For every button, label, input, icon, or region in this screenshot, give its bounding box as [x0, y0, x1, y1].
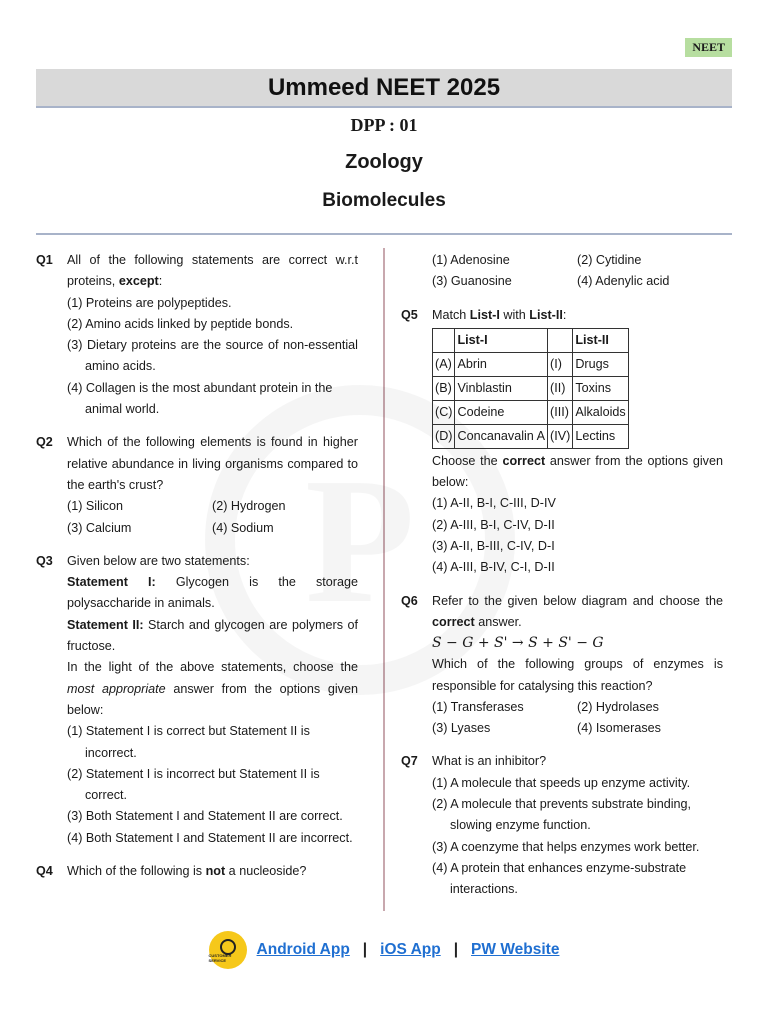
option: (2) A-III, B-I, C-IV, D-II — [432, 517, 555, 532]
option: (3) A-II, B-III, C-IV, D-I — [432, 539, 555, 554]
option: (2) Hydrogen — [212, 499, 286, 514]
question-stem: Which of the following is not a nucleoside? — [67, 864, 307, 879]
question-4 — [36, 861, 358, 882]
option: (4) A-III, B-IV, C-I, D-II — [432, 560, 555, 575]
question-number: Q4 — [36, 864, 53, 879]
option: (1) Transferases — [432, 699, 524, 714]
option: (4) Isomerases — [577, 721, 661, 736]
neet-tag: NEET — [685, 38, 732, 57]
option: (2) Cytidine — [577, 253, 642, 267]
match-table — [432, 328, 629, 449]
option: (2) Amino acids linked by peptide bonds. — [67, 316, 294, 331]
question-number: Q3 — [36, 553, 53, 568]
option: (4) Both Statement I and Statement II are incorrect. — [67, 830, 353, 845]
option: (1) Statement I is correct but Statement II is incorrect. — [67, 724, 310, 760]
reaction-equation: S − G + S' → S + S' − G — [432, 635, 604, 652]
option: (4) Sodium — [212, 520, 274, 535]
left-column — [36, 250, 358, 894]
table-cell: Concanavalin A — [455, 424, 548, 448]
question-stem: All of the following statements are correct w.r.t proteins, except: — [67, 253, 358, 289]
customer-service-icon: CUSTOMER SERVICE — [209, 931, 247, 969]
table-cell: Codeine — [455, 400, 548, 424]
question-text: Which of the following groups of enzymes is responsible for catalysing this reaction? — [432, 657, 723, 693]
question-stem: In the light of the above statements, choose the most appropriate answer from the options given below: — [67, 660, 358, 717]
option: (1) A molecule that speeds up enzyme activity. — [432, 775, 691, 790]
ios-app-link[interactable]: iOS App — [380, 941, 441, 958]
table-row — [433, 400, 629, 424]
option: (2) Hydrolases — [577, 699, 659, 714]
table-cell: (II) — [548, 376, 573, 400]
page-title: Ummeed NEET 2025 — [267, 73, 501, 101]
header-rule — [36, 233, 732, 235]
table-header-row — [433, 328, 629, 352]
separator: | — [362, 941, 368, 958]
table-cell: Alkaloids — [573, 400, 628, 424]
pw-website-link[interactable]: PW Website — [471, 941, 560, 958]
android-app-link[interactable]: Android App — [256, 941, 350, 958]
footer-links — [0, 931, 768, 969]
option: (4) A protein that enhances enzyme-substrate interactions. — [432, 860, 687, 897]
table-cell: Lectins — [573, 424, 628, 448]
question-stem: What is an inhibitor? — [432, 754, 547, 769]
table-cell: (C) — [433, 400, 455, 424]
statement-1: Statement I: Glycogen is the storage polysaccharide in animals. — [67, 575, 358, 611]
right-column — [401, 250, 723, 913]
table-row — [433, 424, 629, 448]
option: (4) Collagen is the most abundant protein in the animal world. — [67, 380, 333, 417]
table-cell: Toxins — [573, 376, 628, 400]
question-number: Q5 — [401, 307, 418, 322]
option: (1) Adenosine — [432, 253, 510, 267]
table-cell: (III) — [548, 400, 573, 424]
question-stem: Match List-I with List-II: — [432, 307, 567, 322]
table-row — [433, 352, 629, 376]
table-cell: (A) — [433, 352, 455, 376]
question-1 — [36, 250, 358, 420]
option: (4) Adenylic acid — [577, 274, 670, 289]
separator: | — [453, 941, 459, 958]
option: (3) Guanosine — [432, 274, 512, 289]
table-cell: Abrin — [455, 352, 548, 376]
option: (3) Calcium — [67, 520, 132, 535]
option: (1) Silicon — [67, 499, 123, 514]
table-header: List-II — [573, 328, 628, 352]
option: (1) Proteins are polypeptides. — [67, 295, 232, 310]
question-instruction: Choose the correct answer from the options given below: — [432, 453, 723, 490]
question-7 — [401, 751, 723, 900]
table-cell: Drugs — [573, 352, 628, 376]
dpp-number: DPP : 01 — [350, 115, 418, 135]
title-banner — [36, 69, 732, 108]
table-cell: Vinblastin — [455, 376, 548, 400]
question-6 — [401, 591, 723, 740]
option: (2) Statement I is incorrect but Statement II is correct. — [67, 766, 320, 803]
option: (2) A molecule that prevents substrate binding, slowing enzyme function. — [432, 797, 692, 833]
statement-2: Statement II: Starch and glycogen are polymers of fructose. — [67, 617, 359, 654]
table-header: List-I — [455, 328, 548, 352]
table-cell: (IV) — [548, 424, 573, 448]
option: (3) Lyases — [432, 721, 491, 736]
option: (1) A-II, B-I, C-III, D-IV — [432, 496, 556, 511]
question-number: Q7 — [401, 754, 418, 769]
question-number: Q2 — [36, 435, 53, 450]
table-cell: (I) — [548, 352, 573, 376]
table-row — [433, 376, 629, 400]
question-intro: Given below are two statements: — [67, 553, 250, 568]
question-2 — [36, 432, 358, 538]
subject-heading: Zoology — [345, 151, 423, 173]
chapter-heading: Biomolecules — [322, 190, 446, 211]
option: (3) Dietary proteins are the source of non-essential amino acids. — [67, 338, 358, 374]
question-number: Q6 — [401, 593, 418, 608]
option: (3) Both Statement I and Statement II are correct. — [67, 809, 343, 824]
option: (3) A coenzyme that helps enzymes work better. — [432, 839, 700, 854]
question-3 — [36, 551, 358, 849]
table-cell: (D) — [433, 424, 455, 448]
question-4-options — [401, 250, 723, 293]
question-stem: Refer to the given below diagram and choose the correct answer. — [432, 593, 723, 629]
table-cell: (B) — [433, 376, 455, 400]
question-stem: Which of the following elements is found in higher relative abundance in living organisms compared to the earth's crust? — [67, 435, 358, 492]
question-number: Q1 — [36, 253, 53, 267]
question-5 — [401, 305, 723, 579]
